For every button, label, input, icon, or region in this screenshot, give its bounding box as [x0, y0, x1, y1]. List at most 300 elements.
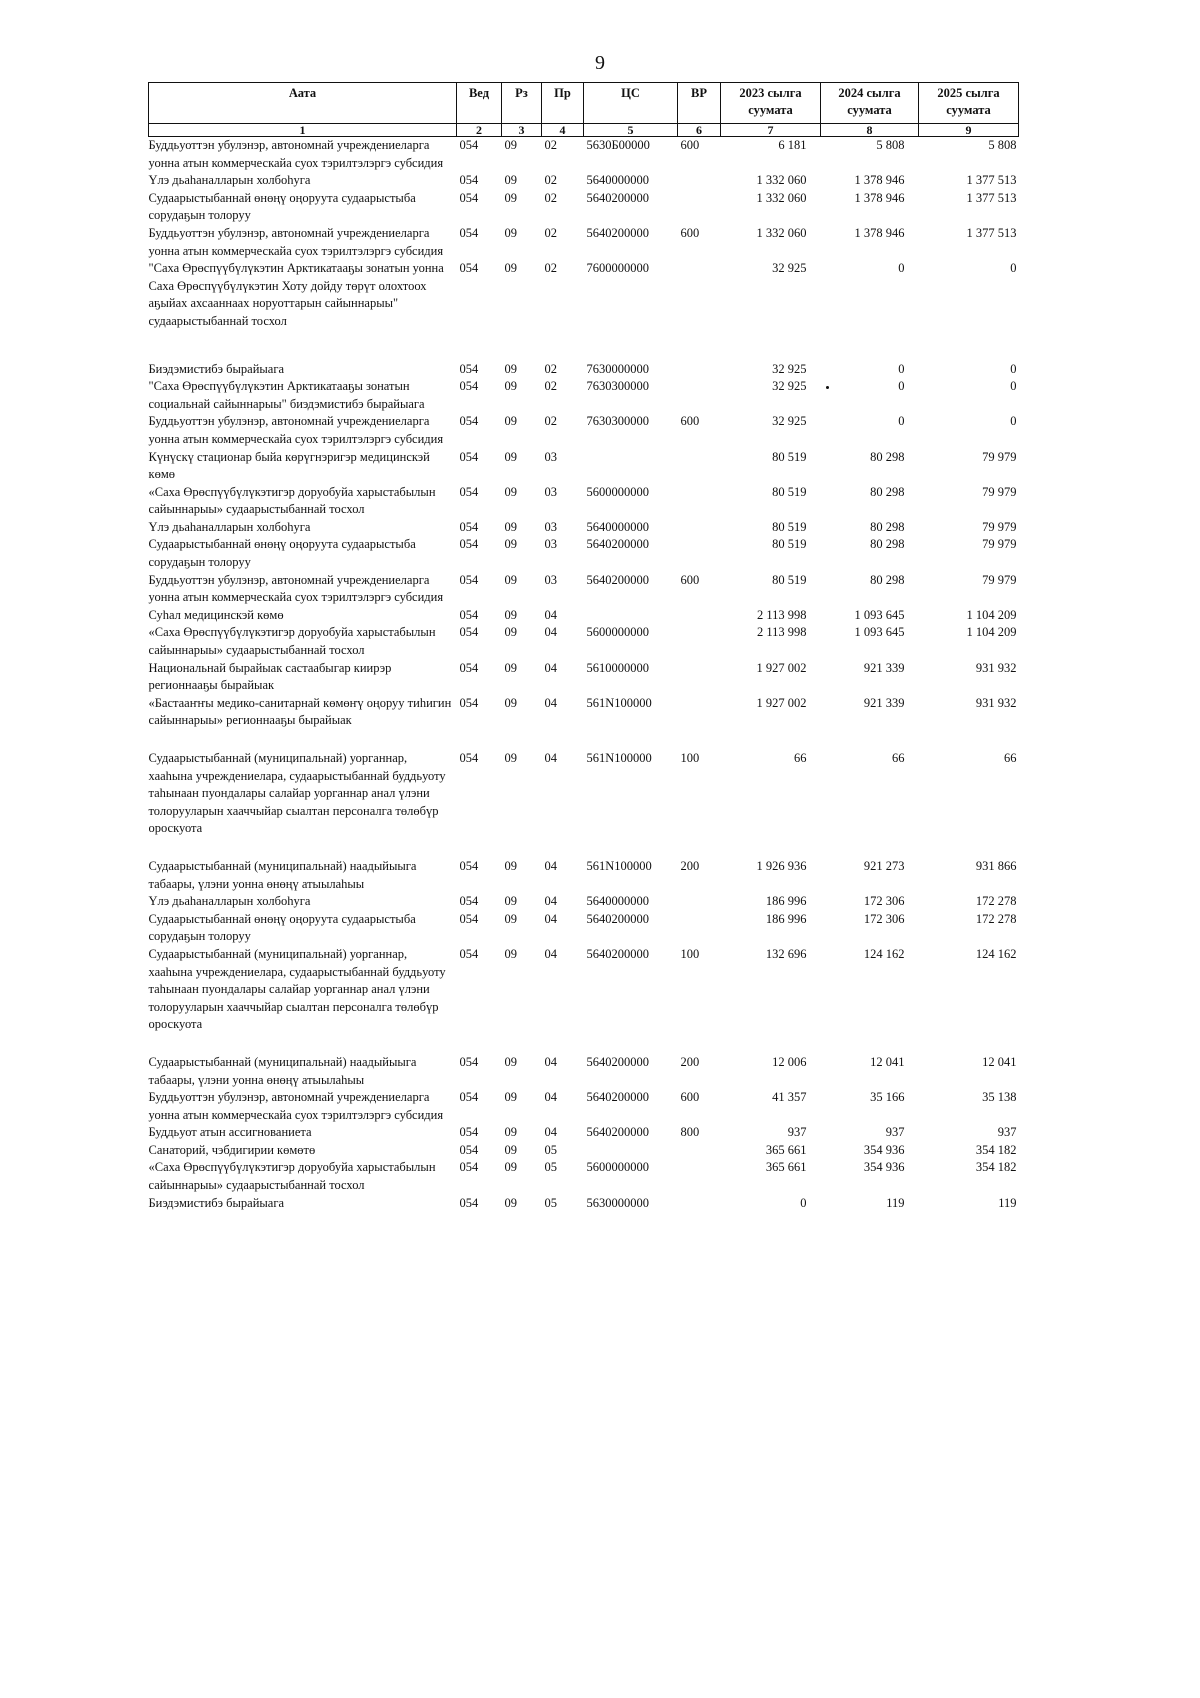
row-rz: 09	[504, 1195, 517, 1210]
table-row	[149, 1142, 1019, 1160]
row-cs: 5640000000	[586, 894, 649, 909]
row-amount-2023: 80 519	[772, 537, 807, 552]
row-amount-2024: 1 378 946	[854, 190, 905, 205]
row-vr	[678, 519, 721, 537]
row-cs: 5630Б00000	[586, 138, 650, 152]
row-name: "Саха Өрөспүүбүлүкэтин Арктикатааҕы зонатын уонна Саха Өрөспүүбүлүкэтин Хоту дойду төрүт олохтоох аҕыйах ахсааннаах норуоттарын сайыннарыы" судаарыстыбаннай тосхол	[148, 261, 444, 328]
row-name: Санаторий, чэбдигирии көмөтө	[148, 1142, 316, 1157]
row-pr: 02	[544, 379, 557, 394]
row-cs: 7630300000	[586, 414, 649, 429]
row-rz: 09	[504, 1125, 517, 1140]
row-amount-2025: 79 979	[982, 484, 1017, 499]
row-rz: 09	[504, 572, 517, 587]
row-name: Буддьуот атын ассигнованиета	[148, 1125, 312, 1140]
row-amount-2023: 32 925	[772, 361, 807, 376]
row-rz: 09	[504, 537, 517, 552]
row-vr	[678, 484, 721, 519]
row-cs	[584, 1142, 678, 1160]
row-amount-2023: 0	[800, 1195, 807, 1210]
row-amount-2025: 1 377 513	[966, 190, 1017, 205]
table-row	[149, 449, 1019, 484]
row-amount-2025: 79 979	[982, 519, 1017, 534]
row-pr: 05	[544, 1195, 557, 1210]
row-cs: 561N100000	[586, 858, 652, 873]
row-amount-2024: 12 041	[870, 1054, 905, 1069]
budget-table	[148, 82, 1019, 1212]
row-vr: 100	[680, 946, 700, 961]
row-amount-2023: 1 332 060	[756, 173, 807, 188]
row-amount-2024: 80 298	[870, 484, 905, 499]
row-amount-2024: 124 162	[863, 946, 905, 961]
row-pr: 04	[544, 607, 557, 622]
row-pr: 04	[544, 911, 557, 926]
column-number: 6	[678, 124, 721, 137]
row-amount-2024: 1 093 645	[854, 625, 905, 640]
row-rz: 09	[504, 911, 517, 926]
row-amount-2023: 2 113 998	[756, 625, 807, 640]
row-pr: 05	[544, 1160, 557, 1175]
row-cs	[584, 607, 678, 625]
row-pr: 05	[544, 1142, 557, 1157]
column-number: 5	[584, 124, 678, 137]
column-number: 7	[721, 124, 821, 137]
row-amount-2025: 1 104 209	[966, 625, 1017, 640]
row-pr: 03	[544, 537, 557, 552]
row-rz: 09	[504, 607, 517, 622]
page-number: 9	[595, 52, 605, 74]
row-vr	[678, 172, 721, 190]
table-row	[149, 1089, 1019, 1124]
row-vr: 200	[680, 1054, 700, 1069]
row-ved: 054	[459, 894, 479, 909]
row-cs: 7630300000	[586, 379, 649, 394]
row-ved: 054	[459, 138, 479, 152]
row-ved: 054	[459, 1090, 479, 1105]
row-vr: 600	[680, 414, 700, 429]
row-amount-2023: 80 519	[772, 519, 807, 534]
row-rz: 09	[504, 414, 517, 429]
row-amount-2025: 79 979	[982, 537, 1017, 552]
row-name: Үлэ дьаhаналларын холбоhуга	[148, 173, 311, 188]
row-cs: 5600000000	[586, 1160, 649, 1175]
column-number-row	[149, 124, 1019, 137]
table-row	[149, 536, 1019, 571]
row-pr: 02	[544, 138, 557, 152]
row-amount-2024: 172 306	[863, 894, 905, 909]
row-amount-2024: 172 306	[863, 911, 905, 926]
table-row	[149, 361, 1019, 379]
row-amount-2025: 937	[997, 1125, 1017, 1140]
row-cs: 5640200000	[586, 1054, 649, 1069]
row-amount-2025: 12 041	[982, 1054, 1017, 1069]
row-amount-2024: 0	[898, 414, 905, 429]
row-pr: 04	[544, 660, 557, 675]
row-amount-2023: 365 661	[765, 1160, 807, 1175]
row-amount-2025: 79 979	[982, 449, 1017, 464]
row-ved: 054	[459, 414, 479, 429]
row-name: Судаарыстыбаннай (муниципальнай) уорганнар, хааhына учреждениелара, судаарыстыбаннай буддьуоту таhынаан пуондалары салайар уорганнар анал үлэни толорууларын хааччыйар сыалтан персоналга төлөбүр ороскуота	[148, 946, 446, 1032]
row-rz: 09	[504, 138, 517, 152]
row-rz: 09	[504, 484, 517, 499]
row-amount-2024: 66	[892, 751, 905, 765]
row-rz: 09	[504, 858, 517, 873]
row-amount-2024: 921 339	[863, 695, 905, 710]
row-pr: 04	[544, 946, 557, 961]
row-amount-2025: 172 278	[975, 911, 1017, 926]
row-amount-2023: 80 519	[772, 484, 807, 499]
row-ved: 054	[459, 911, 479, 926]
row-rz: 09	[504, 625, 517, 640]
row-amount-2025: 931 866	[975, 858, 1017, 873]
row-ved: 054	[459, 484, 479, 499]
row-amount-2023: 12 006	[772, 1054, 807, 1069]
row-amount-2023: 66	[794, 751, 807, 765]
row-vr	[678, 536, 721, 571]
row-amount-2024: 921 339	[863, 660, 905, 675]
row-ved: 054	[459, 607, 479, 622]
row-amount-2023: 365 661	[765, 1142, 807, 1157]
row-cs: 5600000000	[586, 484, 649, 499]
table-row	[149, 190, 1019, 225]
table-row	[149, 660, 1019, 695]
row-vr	[678, 190, 721, 225]
row-rz: 09	[504, 261, 517, 276]
row-amount-2025: 35 138	[982, 1090, 1017, 1105]
row-ved: 054	[459, 1160, 479, 1175]
row-rz: 09	[504, 695, 517, 710]
row-amount-2023: 80 519	[772, 572, 807, 587]
row-amount-2024: 1 378 946	[854, 225, 905, 240]
row-ved: 054	[459, 537, 479, 552]
row-name: «Саха Өрөспүүбүлүкэтигэр доруобуйа харыстабылын сайыннарыы» судаарыстыбаннай тосхол	[148, 625, 436, 658]
row-pr: 04	[544, 625, 557, 640]
row-name: Судаарыстыбаннай өнөңү оңоруута судаарыстыба сорудаҕын толоруу	[148, 537, 416, 570]
row-rz: 09	[504, 1090, 517, 1105]
row-vr: 600	[680, 138, 700, 152]
table-row	[149, 572, 1019, 607]
column-number: 1	[149, 124, 457, 137]
row-name: «Саха Өрөспүүбүлүкэтигэр доруобуйа харыстабылын сайыннарыы» судаарыстыбаннай тосхол	[148, 484, 436, 517]
row-pr: 02	[544, 225, 557, 240]
row-amount-2025: 0	[1010, 379, 1017, 394]
row-rz: 09	[504, 894, 517, 909]
row-amount-2023: 132 696	[765, 946, 807, 961]
row-amount-2024: 5 808	[876, 138, 905, 152]
row-cs: 5640200000	[586, 1090, 649, 1105]
table-row	[149, 137, 1019, 173]
row-amount-2025: 119	[998, 1195, 1017, 1210]
row-vr	[678, 1142, 721, 1160]
row-amount-2024: 0	[898, 261, 905, 276]
row-vr	[678, 695, 721, 750]
column-header-rz: Рз	[502, 83, 542, 124]
row-pr: 04	[544, 1125, 557, 1140]
row-vr	[678, 893, 721, 911]
row-vr	[678, 1159, 721, 1194]
row-amount-2025: 79 979	[982, 572, 1017, 587]
row-amount-2025: 1 377 513	[966, 225, 1017, 240]
row-amount-2024: 0	[898, 379, 905, 394]
row-amount-2025: 66	[1004, 751, 1017, 765]
row-vr: 600	[680, 1090, 700, 1105]
row-name: Буддьуоттэн убулэнэр, автономнай учреждениеларга уонна атын коммерческайа суох тэрилтэлэргэ субсидия	[148, 1090, 444, 1122]
row-amount-2025: 354 182	[975, 1160, 1017, 1175]
row-ved: 054	[459, 946, 479, 961]
row-cs: 5610000000	[586, 660, 649, 675]
row-cs: 5640200000	[586, 1125, 649, 1140]
row-amount-2023: 32 925	[772, 261, 807, 276]
row-amount-2025: 172 278	[975, 894, 1017, 909]
row-name: Биэдэмистибэ бырайыага	[148, 1195, 285, 1210]
row-rz: 09	[504, 225, 517, 240]
row-amount-2023: 6 181	[778, 138, 807, 152]
row-cs: 5640200000	[586, 190, 649, 205]
row-pr: 03	[544, 572, 557, 587]
row-amount-2024: 80 298	[870, 572, 905, 587]
row-cs	[584, 449, 678, 484]
row-vr: 100	[680, 751, 700, 765]
row-amount-2023: 1 927 002	[756, 695, 807, 710]
row-rz: 09	[504, 361, 517, 376]
row-cs: 5640200000	[586, 225, 649, 240]
table-header-row	[149, 83, 1019, 124]
row-amount-2023: 186 996	[765, 911, 807, 926]
row-vr	[678, 607, 721, 625]
table-row	[149, 378, 1019, 413]
row-cs: 561N100000	[586, 695, 652, 710]
table-row	[149, 695, 1019, 750]
row-cs: 5640000000	[586, 173, 649, 188]
row-amount-2023: 937	[787, 1125, 807, 1140]
table-row	[149, 624, 1019, 659]
row-name: Буддьуоттэн убулэнэр, автономнай учреждениеларга уонна атын коммерческайа суох тэрилтэлэргэ субсидия	[148, 225, 444, 258]
row-amount-2023: 1 926 936	[756, 858, 807, 873]
row-name: Судаарыстыбаннай өнөңү оңоруута судаарыстыба сорудаҕын толоруу	[148, 190, 416, 223]
table-row	[149, 484, 1019, 519]
row-ved: 054	[459, 1142, 479, 1157]
row-amount-2025: 0	[1010, 414, 1017, 429]
row-pr: 02	[544, 361, 557, 376]
row-amount-2023: 2 113 998	[756, 607, 807, 622]
row-pr: 04	[544, 1054, 557, 1069]
row-rz: 09	[504, 1160, 517, 1175]
table-row	[149, 607, 1019, 625]
row-vr: 600	[680, 572, 700, 587]
row-vr: 800	[680, 1125, 700, 1140]
row-rz: 09	[504, 519, 517, 534]
row-rz: 09	[504, 190, 517, 205]
row-vr	[678, 624, 721, 659]
row-cs: 5640200000	[586, 911, 649, 926]
row-pr: 02	[544, 190, 557, 205]
row-ved: 054	[459, 695, 479, 710]
row-pr: 03	[544, 449, 557, 464]
row-amount-2024: 80 298	[870, 519, 905, 534]
row-name: «Бастааҥҥы медико-санитарнай көмөҥү оңоруу тиһигин сайыннарыы» регионнааҕы бырайыак	[148, 695, 452, 728]
row-rz: 09	[504, 751, 517, 765]
row-amount-2023: 41 357	[772, 1090, 807, 1105]
column-header-pr: Пр	[542, 83, 584, 124]
table-row	[149, 911, 1019, 946]
row-name: Судаарыстыбаннай өнөңү оңоруута судаарыстыба сорудаҕын толоруу	[148, 911, 416, 944]
row-rz: 09	[504, 660, 517, 675]
row-rz: 09	[504, 1054, 517, 1069]
row-cs: 7600000000	[586, 261, 649, 276]
column-number: 3	[502, 124, 542, 137]
row-pr: 02	[544, 414, 557, 429]
row-amount-2023: 32 925	[772, 414, 807, 429]
row-amount-2024: 1 378 946	[854, 173, 905, 188]
table-row	[149, 413, 1019, 448]
row-pr: 03	[544, 519, 557, 534]
table-row	[149, 260, 1019, 360]
row-rz: 09	[504, 173, 517, 188]
row-name: Күнүскү стационар быйа көрүгнэригэр медицинскэй көмө	[148, 449, 430, 482]
row-amount-2023: 1 332 060	[756, 190, 807, 205]
row-ved: 054	[459, 190, 479, 205]
row-ved: 054	[459, 261, 479, 276]
table-row	[149, 1124, 1019, 1142]
row-ved: 054	[459, 449, 479, 464]
row-cs: 5630000000	[586, 1195, 649, 1210]
row-vr	[678, 660, 721, 695]
row-cs: 561N100000	[586, 751, 652, 765]
row-cs: 5640000000	[586, 519, 649, 534]
row-cs: 5600000000	[586, 625, 649, 640]
row-ved: 054	[459, 1125, 479, 1140]
row-amount-2023: 1 927 002	[756, 660, 807, 675]
row-ved: 054	[459, 572, 479, 587]
table-row	[149, 1195, 1019, 1213]
row-name: Буддьуоттэн убулэнэр, автономнай учреждениеларга уонна атын коммерческайа суох тэрилтэлэргэ субсидия	[148, 414, 444, 446]
row-rz: 09	[504, 449, 517, 464]
row-rz: 09	[504, 379, 517, 394]
row-pr: 02	[544, 173, 557, 188]
row-cs: 7630000000	[586, 361, 649, 376]
column-header-2024: 2024 сылга суумата	[821, 83, 919, 124]
row-amount-2024: 119	[886, 1195, 905, 1210]
row-pr: 03	[544, 484, 557, 499]
row-ved: 054	[459, 660, 479, 675]
row-ved: 054	[459, 625, 479, 640]
row-cs: 5640200000	[586, 537, 649, 552]
row-name: «Саха Өрөспүүбүлүкэтигэр доруобуйа харыстабылын сайыннарыы» судаарыстыбаннай тосхол	[148, 1160, 436, 1193]
column-header-ved: Вед	[457, 83, 502, 124]
row-ved: 054	[459, 173, 479, 188]
column-header-vr: ВР	[678, 83, 721, 124]
row-name: Национальнай бырайыак састаабыгар киирэр регионнааҕы бырайыак	[148, 660, 392, 693]
row-vr	[678, 1195, 721, 1213]
row-amount-2024: 80 298	[870, 537, 905, 552]
table-row	[149, 858, 1019, 893]
table-row	[149, 225, 1019, 260]
row-amount-2024: 80 298	[870, 449, 905, 464]
row-amount-2024: 354 936	[863, 1160, 905, 1175]
table-row	[149, 946, 1019, 1054]
row-amount-2023: 186 996	[765, 894, 807, 909]
row-vr: 200	[680, 858, 700, 873]
table-row	[149, 750, 1019, 858]
row-amount-2024: 35 166	[870, 1090, 905, 1105]
row-pr: 04	[544, 858, 557, 873]
row-ved: 054	[459, 519, 479, 534]
row-name: Судаарыстыбаннай (муниципальнай) наадыйыыга табаары, үлэни уонна өнөңү атыылаhыы	[148, 1054, 417, 1087]
row-ved: 054	[459, 379, 479, 394]
stray-mark	[826, 386, 829, 389]
row-pr: 04	[544, 695, 557, 710]
row-ved: 054	[459, 1054, 479, 1069]
row-amount-2025: 0	[1010, 361, 1017, 376]
column-number: 8	[821, 124, 919, 137]
row-vr	[678, 911, 721, 946]
row-amount-2024: 0	[898, 361, 905, 376]
column-header-2025: 2025 сылга суумата	[919, 83, 1019, 124]
row-name: Буддьуоттэн убулэнэр, автономнай учреждениеларга уонна атын коммерческайа суох тэрилтэлэргэ субсидия	[148, 572, 444, 605]
column-number: 4	[542, 124, 584, 137]
row-amount-2025: 124 162	[975, 946, 1017, 961]
row-vr	[678, 260, 721, 360]
row-cs: 5640200000	[586, 946, 649, 961]
row-name: Судаарыстыбаннай (муниципальнай) наадыйыыга табаары, үлэни уонна өнөңү атыылаhыы	[148, 858, 417, 891]
row-amount-2025: 5 808	[988, 138, 1017, 152]
row-amount-2025: 1 104 209	[966, 607, 1017, 622]
row-amount-2024: 921 273	[863, 858, 905, 873]
row-rz: 09	[504, 1142, 517, 1157]
row-amount-2023: 32 925	[772, 379, 807, 394]
table-row	[149, 893, 1019, 911]
row-vr: 600	[680, 225, 700, 240]
row-rz: 09	[504, 946, 517, 961]
row-ved: 054	[459, 858, 479, 873]
column-number: 2	[457, 124, 502, 137]
column-number: 9	[919, 124, 1019, 137]
row-amount-2024: 354 936	[863, 1142, 905, 1157]
row-ved: 054	[459, 1195, 479, 1210]
table-row	[149, 172, 1019, 190]
row-ved: 054	[459, 225, 479, 240]
row-amount-2025: 0	[1010, 261, 1017, 276]
row-vr	[678, 378, 721, 413]
row-name: Суhал медицинскэй көмө	[148, 607, 284, 622]
row-ved: 054	[459, 361, 479, 376]
row-ved: 054	[459, 751, 479, 765]
row-vr	[678, 361, 721, 379]
row-amount-2025: 931 932	[975, 695, 1017, 710]
table-row	[149, 519, 1019, 537]
table-body	[149, 137, 1019, 1213]
row-amount-2024: 1 093 645	[854, 607, 905, 622]
table-row	[149, 1054, 1019, 1089]
table-row	[149, 1159, 1019, 1194]
row-pr: 02	[544, 261, 557, 276]
row-cs: 5640200000	[586, 572, 649, 587]
column-header-cs: ЦС	[584, 83, 678, 124]
row-name: Биэдэмистибэ бырайыага	[148, 361, 285, 376]
row-amount-2024: 937	[885, 1125, 905, 1140]
row-amount-2023: 1 332 060	[756, 225, 807, 240]
column-header-name: Аата	[149, 83, 457, 124]
row-name: "Саха Өрөспүүбүлүкэтин Арктикатааҕы зонатын социальнай сайыннарыы" биэдэмистибэ бырайыага	[148, 379, 425, 411]
row-amount-2025: 354 182	[975, 1142, 1017, 1157]
column-header-2023: 2023 сылга суумата	[721, 83, 821, 124]
row-name: Үлэ дьаhаналларын холбоhуга	[148, 519, 311, 534]
row-pr: 04	[544, 1090, 557, 1105]
row-amount-2025: 1 377 513	[966, 173, 1017, 188]
row-amount-2025: 931 932	[975, 660, 1017, 675]
row-amount-2023: 80 519	[772, 449, 807, 464]
row-pr: 04	[544, 894, 557, 909]
row-name: Судаарыстыбаннай (муниципальнай) уорганнар, хааhына учреждениелара, судаарыстыбаннай буддьуоту таhынаан пуондалары салайар уорганнар анал үлэни толорууларын хааччыйар сыалтан персоналга төлөбүр ороскуота	[148, 751, 446, 836]
